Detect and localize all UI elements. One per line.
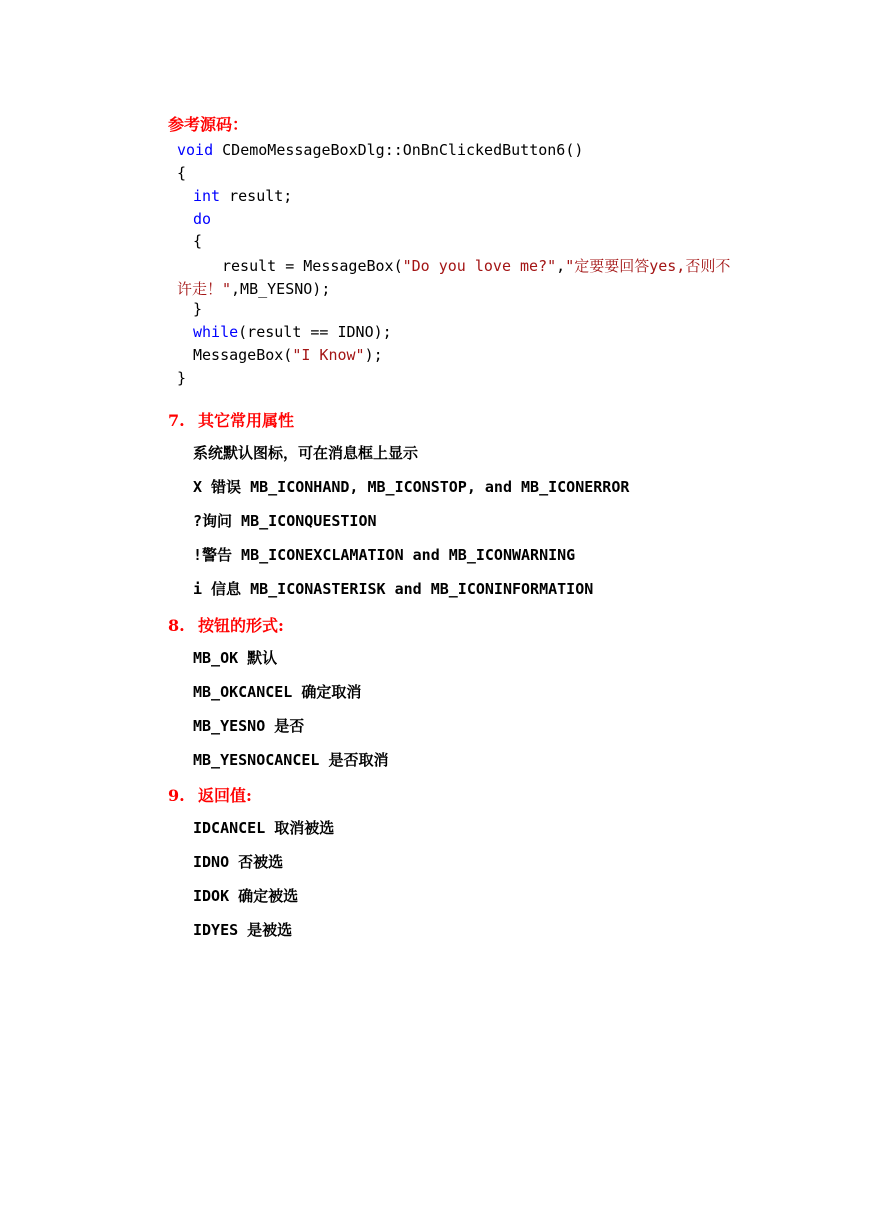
code-keyword: do (193, 210, 212, 228)
code-line-1 (177, 141, 583, 159)
section-9-heading (168, 783, 252, 806)
code-string: "定要要回答yes,否则不 (565, 257, 731, 275)
section-7-line: X 错误 MB_ICONHAND, MB_ICONSTOP, and MB_ICONERROR (193, 478, 630, 496)
code-line-4 (193, 210, 211, 228)
section-9-line: IDOK 确定被选 (193, 887, 299, 905)
code-text: ,MB_YESNO); (231, 280, 331, 298)
code-line-5: { (193, 232, 203, 250)
code-text: MessageBox( (193, 346, 293, 364)
code-string: "I Know" (292, 346, 365, 364)
section-9-line: IDYES 是被选 (193, 921, 293, 939)
code-line-2: { (177, 164, 187, 182)
code-line-8: } (193, 300, 203, 318)
section-8-line: MB_YESNO 是否 (193, 717, 305, 735)
section-7-line: i 信息 MB_ICONASTERISK and MB_ICONINFORMATION (193, 580, 594, 598)
code-keyword: while (193, 323, 239, 341)
code-line-9 (193, 323, 392, 341)
section-8-heading (168, 613, 284, 636)
code-string: "Do you love me?" (402, 257, 557, 275)
section-8-line: MB_YESNOCANCEL 是否取消 (193, 751, 389, 769)
section-9-line: IDNO 否被选 (193, 853, 284, 871)
code-string: 许走！" (177, 280, 232, 298)
section-7-line: ?询问 MB_ICONQUESTION (193, 512, 377, 530)
section-7-line: !警告 MB_ICONEXCLAMATION and MB_ICONWARNING (193, 546, 576, 564)
section-title: 按钮的形式: (198, 616, 284, 635)
code-text: (result == IDNO); (238, 323, 392, 341)
code-keyword: void (177, 141, 214, 159)
code-line-10 (193, 346, 383, 364)
code-line-6 (222, 255, 730, 276)
code-text: , (556, 257, 566, 275)
code-text: result; (220, 187, 293, 205)
code-keyword: int (193, 187, 221, 205)
section-9-line: IDCANCEL 取消被选 (193, 819, 335, 837)
section-8-line: MB_OK 默认 (193, 649, 278, 667)
section-number: 8. (168, 616, 185, 635)
section-number: 7. (168, 411, 185, 430)
code-line-7 (177, 278, 330, 299)
code-line-3 (193, 187, 292, 205)
section-7-line: 系统默认图标，可在消息框上显示 (193, 444, 419, 462)
code-text: CDemoMessageBoxDlg::OnBnClickedButton6() (213, 141, 584, 159)
section-8-line: MB_OKCANCEL 确定取消 (193, 683, 362, 701)
code-text: result = MessageBox( (222, 257, 403, 275)
code-line-11: } (177, 369, 187, 387)
section-number: 9. (168, 786, 185, 805)
code-text: ); (364, 346, 383, 364)
ref-source-title: 参考源码： (168, 115, 249, 134)
section-7-heading (168, 408, 294, 431)
section-title: 返回值: (198, 786, 252, 805)
section-title: 其它常用属性 (198, 411, 295, 430)
